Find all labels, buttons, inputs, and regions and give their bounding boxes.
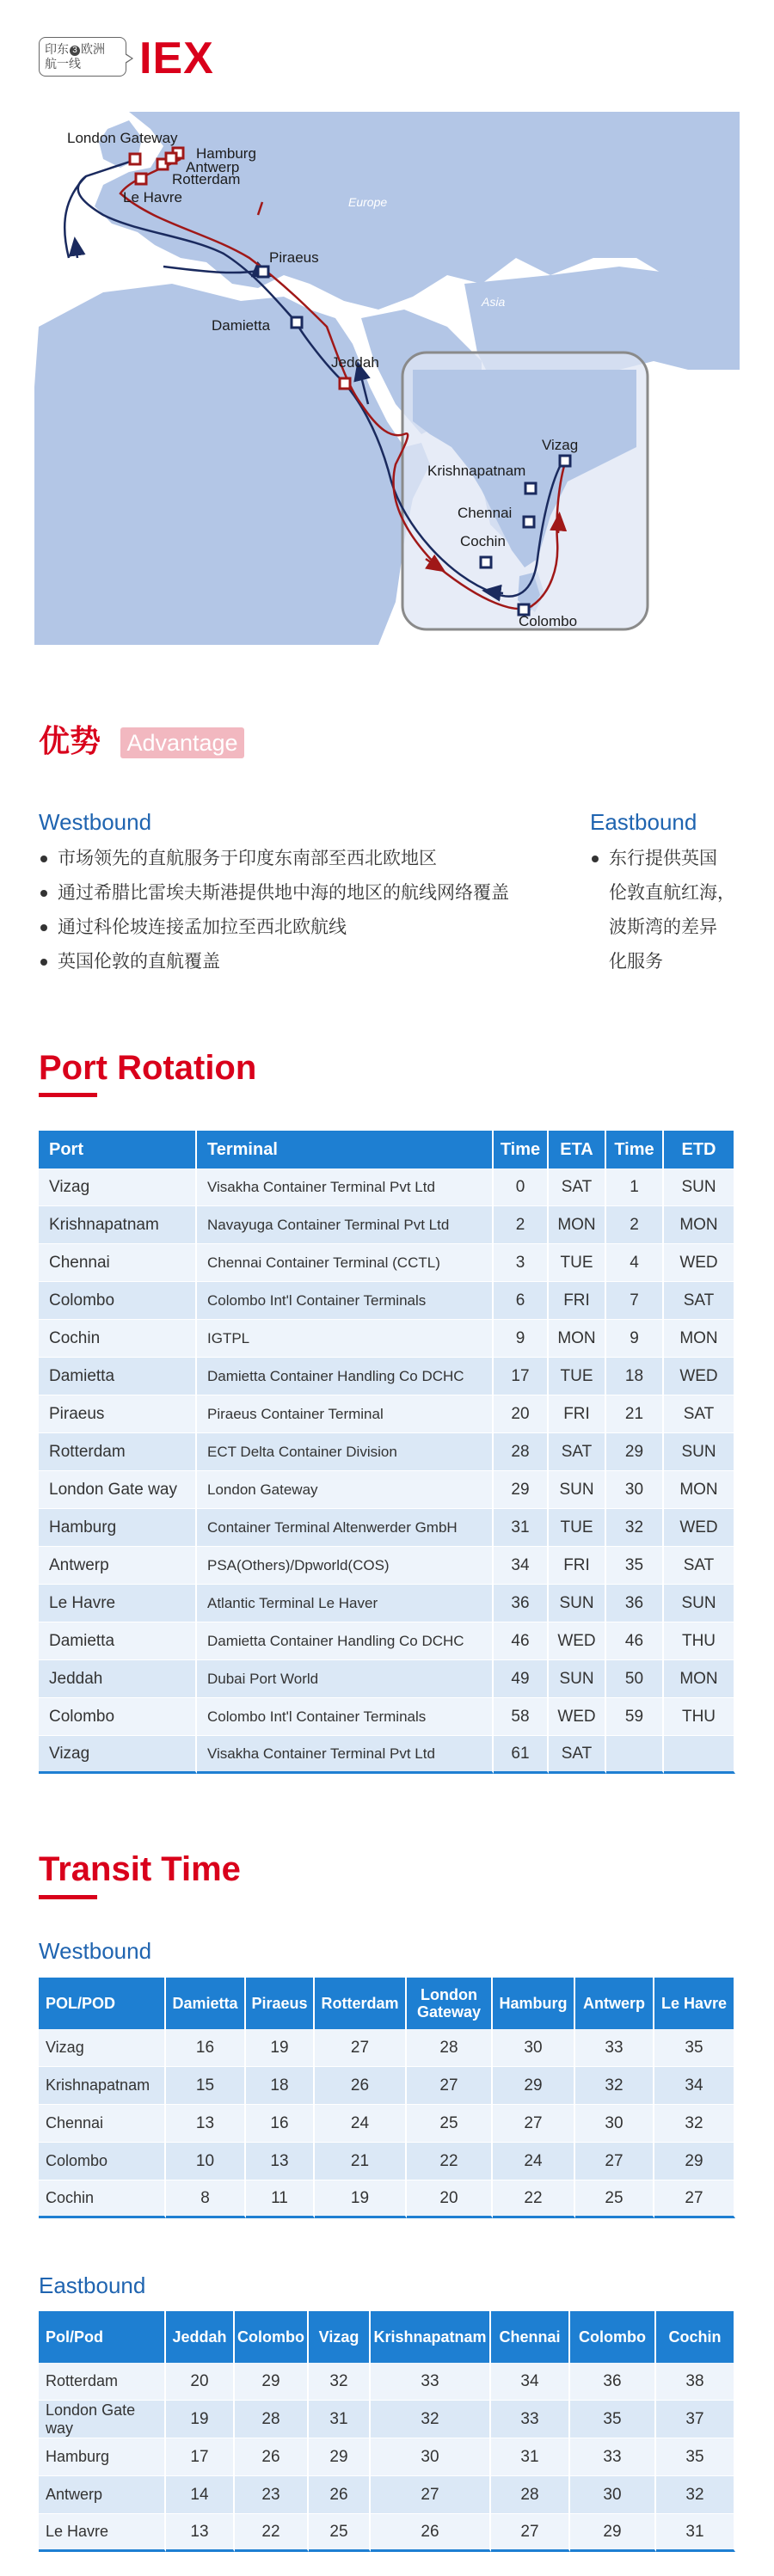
eastbound-advantage-line: 东行提供英国 [590,842,762,876]
departure-time-cell: 50 [606,1660,664,1698]
label-rotterdam: Rotterdam [172,171,241,187]
eta-cell: SUN [549,1471,606,1509]
departure-time-cell: 4 [606,1244,664,1282]
advantage-title: 优势 [39,723,101,758]
label-antwerp: Antwerp [186,159,240,175]
transit-days-cell: 34 [491,2363,570,2401]
origin-port-cell: Vizag [39,2029,166,2067]
column-header: POL/POD [39,1978,166,2029]
transit-days-cell: 33 [371,2363,491,2401]
port-damietta [292,317,302,328]
port-london-gateway [130,154,140,164]
etd-cell: MON [664,1660,735,1698]
service-tag-line2: 航一线 [45,57,81,71]
departure-time-cell: 1 [606,1168,664,1206]
terminal-cell: Piraeus Container Terminal [197,1395,494,1433]
transit-days-cell: 30 [570,2476,656,2514]
port-cell: Hamburg [39,1509,197,1547]
port-cell: Rotterdam [39,1433,197,1471]
transit-days-cell: 38 [656,2363,735,2401]
westbound-advantage-item: 市场领先的直航服务于印度东南部至西北欧地区 [39,842,509,876]
transit-days-cell: 20 [166,2363,235,2401]
transit-time-underline [39,1895,97,1899]
etd-cell: MON [664,1206,735,1244]
eastbound-advantage-line: 波斯湾的差异 [609,917,717,937]
port-cell: Chennai [39,1244,197,1282]
port-vizag [560,456,570,466]
column-header: Cochin [656,2311,735,2363]
transit-days-cell: 35 [656,2438,735,2476]
arrival-time-cell: 3 [494,1244,549,1282]
transit-days-cell: 29 [493,2067,575,2105]
port-cell: Antwerp [39,1547,197,1585]
column-header: Port [39,1131,197,1168]
westbound-advantage-item: 通过希腊比雷埃夫斯港提供地中海的地区的航线网络覆盖 [39,876,509,911]
port-cell: Colombo [39,1282,197,1320]
arrival-time-cell: 58 [494,1698,549,1736]
transit-westbound-heading: Westbound [39,1938,152,1964]
port-rotation-underline [39,1093,97,1097]
etd-cell: MON [664,1471,735,1509]
transit-days-cell: 26 [315,2067,407,2105]
arrival-time-cell: 17 [494,1358,549,1395]
transit-days-cell: 19 [315,2180,407,2218]
port-cell: Le Havre [39,1585,197,1622]
etd-cell: SAT [664,1282,735,1320]
transit-days-cell: 16 [246,2105,315,2143]
column-header: Piraeus [246,1978,315,2029]
arrival-time-cell: 0 [494,1168,549,1206]
arrival-time-cell: 36 [494,1585,549,1622]
arrival-time-cell: 31 [494,1509,549,1547]
port-rotation-title: Port Rotation [39,1049,257,1087]
transit-days-cell: 15 [166,2067,246,2105]
column-header: Le Havre [654,1978,735,2029]
arrival-time-cell: 46 [494,1622,549,1660]
transit-days-cell: 28 [407,2029,493,2067]
label-hamburg: Hamburg [196,145,256,162]
terminal-cell: PSA(Others)/Dpworld(COS) [197,1547,494,1585]
transit-days-cell: 33 [570,2438,656,2476]
eta-cell: SAT [549,1736,606,1774]
transit-days-cell: 29 [570,2514,656,2552]
table-row [39,1698,735,1736]
transit-days-cell: 31 [491,2438,570,2476]
arrival-time-cell: 29 [494,1471,549,1509]
port-cell: Cochin [39,1320,197,1358]
eta-cell: SUN [549,1585,606,1622]
westbound-advantage-item: 英国伦敦的直航覆盖 [39,945,509,979]
transit-days-cell: 24 [315,2105,407,2143]
departure-time-cell: 36 [606,1585,664,1622]
label-piraeus: Piraeus [269,249,319,266]
label-jeddah: Jeddah [331,354,379,371]
departure-time-cell: 21 [606,1395,664,1433]
transit-days-cell: 29 [309,2438,371,2476]
table-row [39,1206,735,1244]
transit-days-cell: 11 [246,2180,315,2218]
arrival-time-cell: 2 [494,1206,549,1244]
transit-days-cell: 37 [656,2401,735,2438]
origin-port-cell: Cochin [39,2180,166,2218]
port-le-havre [136,174,146,184]
transit-days-cell: 30 [575,2105,654,2143]
eta-cell: SAT [549,1168,606,1206]
table-row [39,1244,735,1282]
transit-days-cell: 26 [371,2514,491,2552]
column-header: ETA [549,1131,606,1168]
transit-days-cell: 22 [493,2180,575,2218]
departure-time-cell: 7 [606,1282,664,1320]
transit-days-cell: 27 [654,2180,735,2218]
table-row [39,1585,735,1622]
transit-days-cell: 30 [493,2029,575,2067]
arrival-time-cell: 6 [494,1282,549,1320]
transit-days-cell: 29 [235,2363,309,2401]
eta-cell: TUE [549,1509,606,1547]
label-colombo: Colombo [519,613,578,629]
departure-time-cell: 46 [606,1622,664,1660]
port-krishnapatnam [525,483,536,494]
transit-days-cell: 32 [654,2105,735,2143]
departure-time-cell: 35 [606,1547,664,1585]
table-row [39,2401,735,2438]
port-cell: Jeddah [39,1660,197,1698]
table-row [39,1622,735,1660]
port-cochin [481,557,491,567]
arrival-time-cell: 20 [494,1395,549,1433]
transit-days-cell: 19 [166,2401,235,2438]
transit-days-cell: 33 [491,2401,570,2438]
etd-cell: WED [664,1244,735,1282]
arrival-time-cell: 34 [494,1547,549,1585]
label-le-havre: Le Havre [123,189,182,205]
column-header: Rotterdam [315,1978,407,2029]
departure-time-cell: 2 [606,1206,664,1244]
origin-port-cell: Rotterdam [39,2363,166,2401]
table-row [39,2438,735,2476]
table-row [39,1395,735,1433]
transit-days-cell: 20 [407,2180,493,2218]
eta-cell: TUE [549,1244,606,1282]
column-header: Colombo [570,2311,656,2363]
label-vizag: Vizag [542,437,579,453]
transit-days-cell: 13 [246,2143,315,2180]
table-row [39,2514,735,2552]
column-header: Vizag [309,2311,371,2363]
port-chennai [524,517,534,527]
port-cell: Damietta [39,1622,197,1660]
column-header: Jeddah [166,2311,235,2363]
etd-cell [664,1736,735,1774]
departure-time-cell: 9 [606,1320,664,1358]
transit-days-cell: 31 [309,2401,371,2438]
table-row [39,1660,735,1698]
table-row [39,1433,735,1471]
transit-days-cell: 8 [166,2180,246,2218]
transit-days-cell: 23 [235,2476,309,2514]
transit-days-cell: 27 [491,2514,570,2552]
transit-days-cell: 24 [493,2143,575,2180]
departure-time-cell: 32 [606,1509,664,1547]
etd-cell: THU [664,1698,735,1736]
etd-cell: WED [664,1358,735,1395]
transit-days-cell: 33 [575,2029,654,2067]
eta-cell: WED [549,1698,606,1736]
column-header: Time [494,1131,549,1168]
port-cell: Krishnapatnam [39,1206,197,1244]
table-row [39,2105,735,2143]
transit-days-cell: 30 [371,2438,491,2476]
port-cell: London Gate way [39,1471,197,1509]
transit-days-cell: 27 [407,2067,493,2105]
transit-days-cell: 26 [235,2438,309,2476]
column-header: Krishnapatnam [371,2311,491,2363]
etd-cell: SUN [664,1168,735,1206]
eta-cell: TUE [549,1358,606,1395]
transit-eastbound-table [39,2311,735,2552]
table-row [39,1736,735,1774]
table-row [39,1471,735,1509]
transit-days-cell: 32 [371,2401,491,2438]
table-row [39,1358,735,1395]
column-header: Time [606,1131,664,1168]
transit-days-cell: 27 [371,2476,491,2514]
departure-time-cell: 59 [606,1698,664,1736]
table-row [39,2143,735,2180]
departure-time-cell: 18 [606,1358,664,1395]
advantage-badge: Advantage [120,727,244,758]
terminal-cell: London Gateway [197,1471,494,1509]
eta-cell: FRI [549,1282,606,1320]
terminal-cell: ECT Delta Container Division [197,1433,494,1471]
transit-days-cell: 19 [246,2029,315,2067]
table-header-row [39,1978,735,2029]
table-row [39,1320,735,1358]
label-asia: Asia [482,295,506,309]
label-damietta: Damietta [212,317,271,334]
transit-days-cell: 13 [166,2514,235,2552]
departure-time-cell: 30 [606,1471,664,1509]
transit-days-cell: 10 [166,2143,246,2180]
terminal-cell: Atlantic Terminal Le Haver [197,1585,494,1622]
table-row [39,2476,735,2514]
table-header-row [39,2311,735,2363]
table-row [39,1547,735,1585]
column-header: Terminal [197,1131,494,1168]
terminal-cell: Damietta Container Handling Co DCHC [197,1358,494,1395]
transit-days-cell: 32 [575,2067,654,2105]
transit-days-cell: 27 [575,2143,654,2180]
column-header: Colombo [235,2311,309,2363]
transit-days-cell: 27 [493,2105,575,2143]
transit-days-cell: 32 [656,2476,735,2514]
transit-days-cell: 28 [235,2401,309,2438]
transit-days-cell: 16 [166,2029,246,2067]
number-badge: 3 [70,46,80,56]
service-tag-line1: 印东 3 欧洲 [45,42,105,56]
table-row [39,1509,735,1547]
transit-days-cell: 27 [315,2029,407,2067]
transit-days-cell: 25 [407,2105,493,2143]
westbound-advantage-item: 通过科伦坡连接孟加拉至西北欧航线 [39,911,509,945]
table-row [39,1168,735,1206]
transit-days-cell: 29 [654,2143,735,2180]
table-row [39,2363,735,2401]
origin-port-cell: Hamburg [39,2438,166,2476]
transit-days-cell: 18 [246,2067,315,2105]
terminal-cell: Colombo Int'l Container Terminals [197,1698,494,1736]
eta-cell: SUN [549,1660,606,1698]
etd-cell: MON [664,1320,735,1358]
etd-cell: SUN [664,1433,735,1471]
table-row [39,2067,735,2105]
transit-eastbound-heading: Eastbound [39,2272,146,2298]
terminal-cell: Chennai Container Terminal (CCTL) [197,1244,494,1282]
terminal-cell: Visakha Container Terminal Pvt Ltd [197,1736,494,1774]
transit-days-cell: 21 [315,2143,407,2180]
origin-port-cell: Krishnapatnam [39,2067,166,2105]
route-map [0,0,774,653]
eta-cell: FRI [549,1547,606,1585]
column-header: Hamburg [493,1978,575,2029]
transit-days-cell: 22 [407,2143,493,2180]
label-cochin: Cochin [460,533,506,549]
table-row [39,2029,735,2067]
port-cell: Colombo [39,1698,197,1736]
etd-cell: SUN [664,1585,735,1622]
etd-cell: SAT [664,1395,735,1433]
table-row [39,1282,735,1320]
origin-port-cell: London Gate way [39,2401,166,2438]
etd-cell: SAT [664,1547,735,1585]
transit-westbound-table [39,1978,735,2218]
origin-port-cell: Chennai [39,2105,166,2143]
transit-days-cell: 35 [654,2029,735,2067]
transit-days-cell: 35 [570,2401,656,2438]
column-header: Antwerp [575,1978,654,2029]
brand-logo: IEX [139,34,214,83]
transit-days-cell: 34 [654,2067,735,2105]
terminal-cell: Dubai Port World [197,1660,494,1698]
table-row [39,2180,735,2218]
column-header: Pol/Pod [39,2311,166,2363]
eta-cell: SAT [549,1433,606,1471]
westbound-advantages [39,842,509,979]
label-krishnapatnam: Krishnapatnam [427,463,526,479]
transit-days-cell: 25 [309,2514,371,2552]
transit-days-cell: 32 [309,2363,371,2401]
eta-cell: MON [549,1320,606,1358]
eta-cell: FRI [549,1395,606,1433]
transit-days-cell: 28 [491,2476,570,2514]
port-rotation-table [39,1131,735,1774]
port-cell: Piraeus [39,1395,197,1433]
port-cell: Vizag [39,1168,197,1206]
eta-cell: WED [549,1622,606,1660]
transit-days-cell: 25 [575,2180,654,2218]
arrival-time-cell: 9 [494,1320,549,1358]
port-cell: Damietta [39,1358,197,1395]
port-rotterdam [166,153,176,163]
departure-time-cell [606,1736,664,1774]
column-header: London Gateway [407,1978,493,2029]
terminal-cell: Container Terminal Altenwerder GmbH [197,1509,494,1547]
departure-time-cell: 29 [606,1433,664,1471]
eastbound-advantages [590,842,762,979]
terminal-cell: Navayuga Container Terminal Pvt Ltd [197,1206,494,1244]
port-piraeus [258,267,268,277]
transit-days-cell: 17 [166,2438,235,2476]
terminal-cell: IGTPL [197,1320,494,1358]
port-jeddah [340,378,350,389]
eastbound-heading: Eastbound [590,809,697,835]
label-london-gateway: London Gateway [67,130,178,146]
table-header-row [39,1131,735,1168]
arrival-time-cell: 49 [494,1660,549,1698]
transit-days-cell: 22 [235,2514,309,2552]
westbound-heading: Westbound [39,809,152,835]
etd-cell: WED [664,1509,735,1547]
terminal-cell: Damietta Container Handling Co DCHC [197,1622,494,1660]
transit-days-cell: 31 [656,2514,735,2552]
arrival-time-cell: 28 [494,1433,549,1471]
etd-cell: THU [664,1622,735,1660]
transit-days-cell: 13 [166,2105,246,2143]
transit-days-cell: 36 [570,2363,656,2401]
eta-cell: MON [549,1206,606,1244]
arrival-time-cell: 61 [494,1736,549,1774]
eastbound-advantage-line: 伦敦直航红海， [609,883,735,903]
origin-port-cell: Le Havre [39,2514,166,2552]
label-europe: Europe [348,195,388,209]
eastbound-advantage-line: 化服务 [609,952,663,972]
transit-time-title: Transit Time [39,1850,241,1888]
transit-days-cell: 26 [309,2476,371,2514]
origin-port-cell: Colombo [39,2143,166,2180]
origin-port-cell: Antwerp [39,2476,166,2514]
transit-days-cell: 14 [166,2476,235,2514]
port-cell: Vizag [39,1736,197,1774]
column-header: Chennai [491,2311,570,2363]
terminal-cell: Visakha Container Terminal Pvt Ltd [197,1168,494,1206]
column-header: Damietta [166,1978,246,2029]
label-chennai: Chennai [458,505,513,521]
terminal-cell: Colombo Int'l Container Terminals [197,1282,494,1320]
column-header: ETD [664,1131,735,1168]
